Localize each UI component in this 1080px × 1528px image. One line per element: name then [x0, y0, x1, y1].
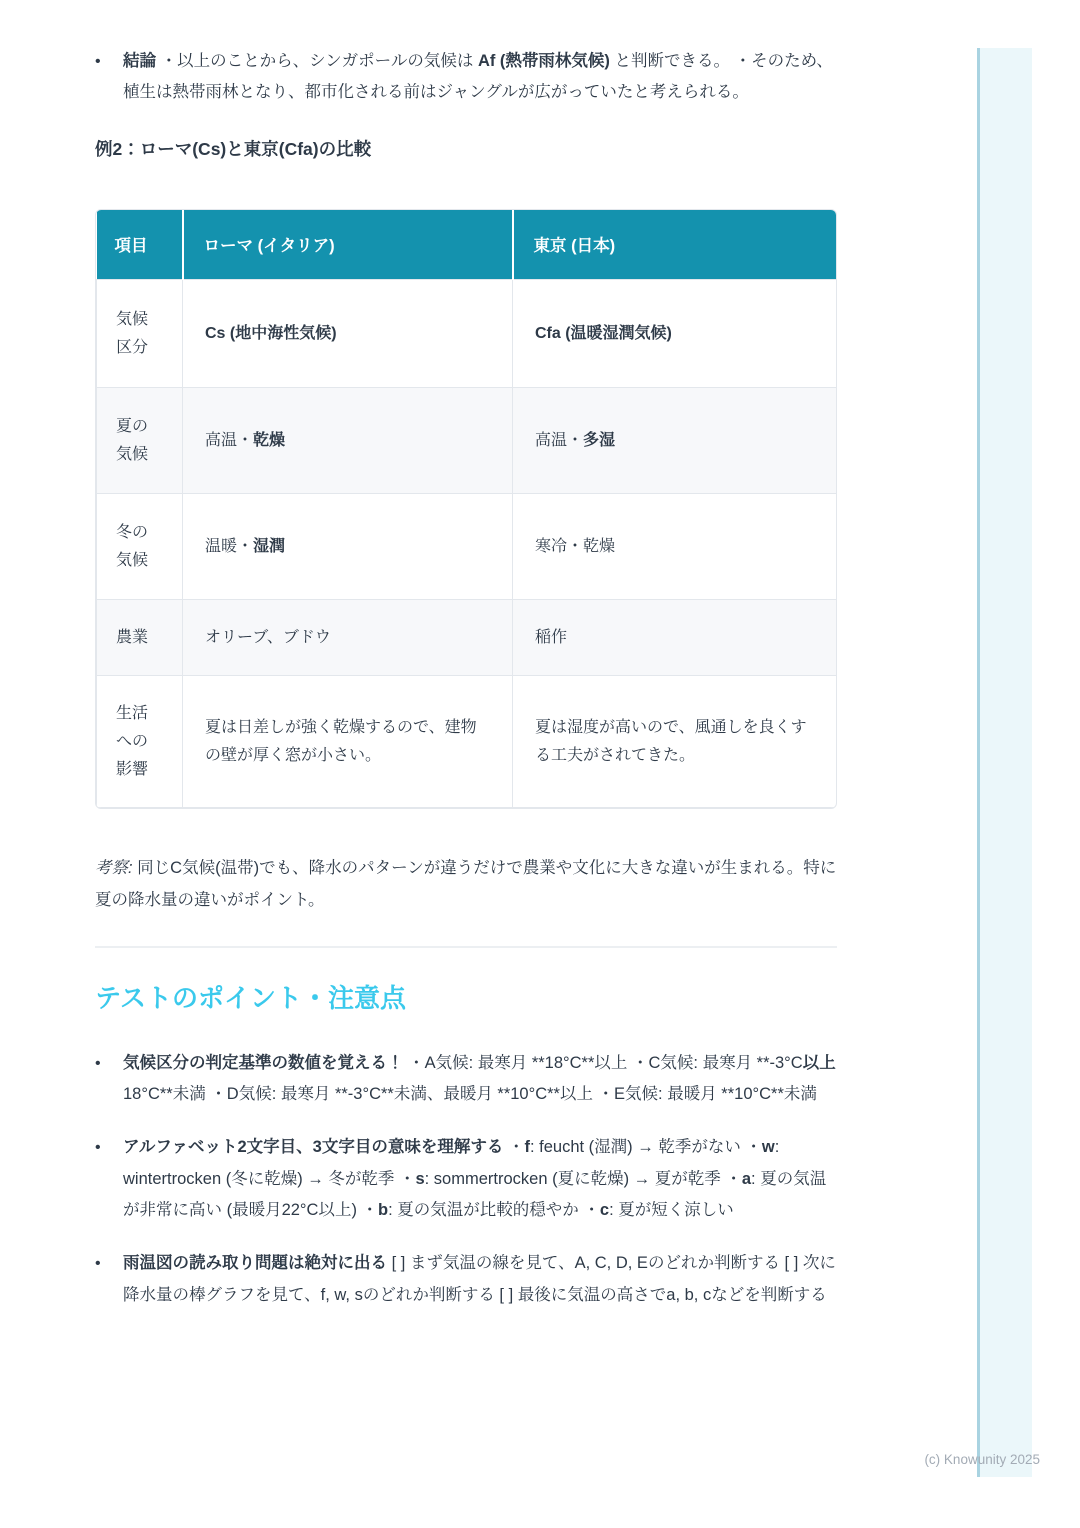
row-label: 生活への影響: [97, 676, 183, 808]
row-label: 農業: [97, 600, 183, 676]
point-text: 気候区分の判定基準の数値を覚える！ ・A気候: 最寒月 **18°C**以上 ・C気候: 最寒月 **-3°C以上18°C**未満 ・D気候: 最寒月 **-3°C**未満、最暖月 **10°C**以上 ・E気候: 最暖月 **10°C**未満: [123, 1053, 836, 1104]
table-row: [97, 388, 837, 494]
table-row: [97, 676, 837, 808]
table-row: [97, 494, 837, 600]
header-tokyo: 東京 (日本): [513, 210, 837, 280]
page-edge-rail: [977, 48, 1032, 1477]
header-item: 項目: [97, 210, 183, 280]
tokyo-cell: 稲作: [513, 600, 837, 676]
bullet-marker-icon: •: [95, 1255, 101, 1273]
section-divider: [95, 946, 837, 948]
list-item: [95, 1132, 837, 1226]
tokyo-cell: Cfa (温暖湿潤気候): [513, 280, 837, 388]
point-text: アルファベット2文字目、3文字目の意味を理解する ・f: feucht (湿潤) → 乾季がない ・w: wintertrocken (冬に乾燥) → 冬が乾季 ・s: sommertrocken (夏に乾燥) → 夏が乾季 ・a: 夏の気温が非常に高い (最暖月22°C以上) ・b: 夏の気温が比較的穏やか ・c: 夏が短く涼しい: [123, 1138, 827, 1220]
conclusion-text: 結論 ・以上のことから、シンガポールの気候は Af (熱帯雨林気候) と判断できる。 ・そのため、植生は熱帯雨林となり、都市化される前はジャングルが広がっていたと考えられる。: [123, 52, 833, 102]
bullet-marker-icon: •: [95, 1139, 101, 1157]
table-header-row: [97, 210, 837, 280]
points-list: [95, 1048, 837, 1311]
document-content: [95, 46, 837, 1311]
comparison-table: [95, 209, 837, 810]
header-rome: ローマ (イタリア): [183, 210, 513, 280]
tokyo-cell: 寒冷・乾燥: [513, 494, 837, 600]
conclusion-bullet: [95, 46, 837, 109]
rome-cell: Cs (地中海性気候): [183, 280, 513, 388]
rome-cell: 高温・乾燥: [183, 388, 513, 494]
point-text: 雨温図の読み取り問題は絶対に出る [ ] まず気温の線を見て、A, C, D, Eのどれか判断する [ ] 次に降水量の棒グラフを見て、f, w, sのどれか判断する [ ] 最後に気温の高さでa, b, cなどを判断する: [123, 1254, 836, 1304]
section-heading: テストのポイント・注意点: [95, 982, 406, 1013]
example-heading: 例2：ローマ(Cs)と東京(Cfa)の比較: [95, 138, 372, 159]
rome-cell: 温暖・湿潤: [183, 494, 513, 600]
tokyo-cell: 夏は湿度が高いので、風通しを良くする工夫がされてきた。: [513, 676, 837, 808]
table-row: [97, 600, 837, 676]
table-row: [97, 280, 837, 388]
bullet-marker-icon: •: [95, 1054, 101, 1072]
copyright-footer: (c) Knowunity 2025: [924, 1452, 1040, 1467]
row-label: 冬の気候: [97, 494, 183, 600]
row-label: 夏の気候: [97, 388, 183, 494]
list-item: [95, 1048, 837, 1111]
row-label: 気候区分: [97, 280, 183, 388]
rome-cell: オリーブ、ブドウ: [183, 600, 513, 676]
list-item: [95, 1248, 837, 1311]
tokyo-cell: 高温・多湿: [513, 388, 837, 494]
bullet-marker-icon: •: [95, 53, 101, 70]
consideration-paragraph: 考察: 同じC気候(温帯)でも、降水のパターンが違うだけで農業や文化に大きな違いが生まれる。特に夏の降水量の違いがポイント。: [95, 859, 837, 909]
rome-cell: 夏は日差しが強く乾燥するので、建物の壁が厚く窓が小さい。: [183, 676, 513, 808]
